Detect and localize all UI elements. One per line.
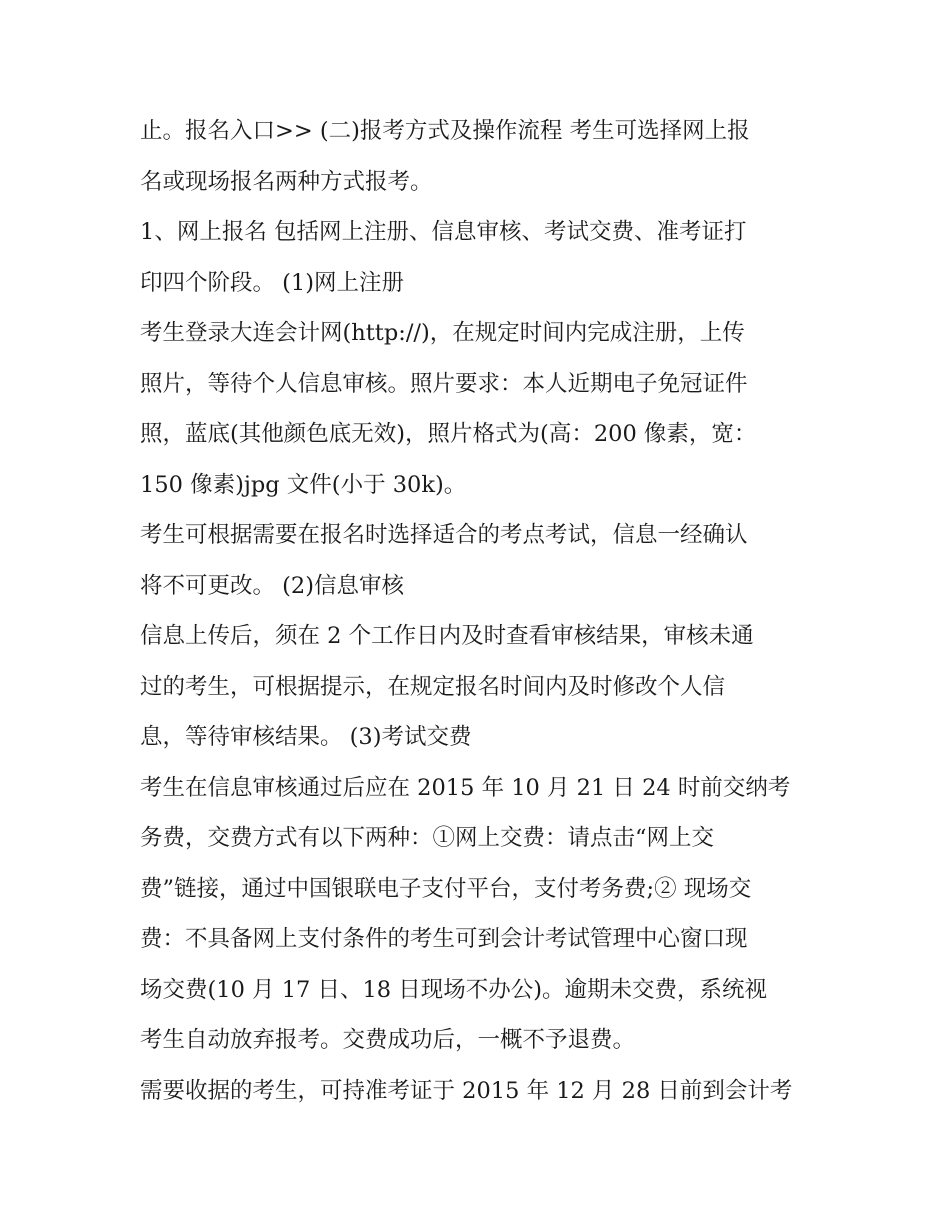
text-line: 考生自动放弃报考。交费成功后，一概不予退费。 [140, 1027, 636, 1053]
text-line: 1、网上报名 包括网上注册、信息审核、考试交费、准考证打 [140, 219, 747, 245]
paragraph-fee-payment [140, 763, 820, 1066]
paragraph-registration-intro [140, 106, 820, 207]
text-line: 费”链接，通过中国银联电子支付平台，支付考务费;② 现场交 [140, 875, 752, 902]
text-line: 150 像素)jpg 文件(小于 30k)。 [140, 471, 467, 498]
text-line: 需要收据的考生，可持准考证于 2015 年 12 月 28 日前到会计考 [140, 1077, 793, 1104]
paragraph-exam-site [140, 510, 820, 611]
text-line: 名或现场报名两种方式报考。 [140, 168, 433, 195]
text-line: 过的考生，可根据提示，在规定报名时间内及时修改个人信 [140, 673, 726, 700]
text-line: 务费，交费方式有以下两种：①网上交费：请点击“网上交 [140, 825, 715, 851]
document-body [140, 106, 820, 1116]
paragraph-online-registration [140, 207, 820, 308]
text-line: 照，蓝底(其他颜色底无效)，照片格式为(高：200 像素，宽： [140, 421, 757, 447]
text-line: 将不可更改。 (2)信息审核 [140, 572, 405, 599]
paragraph-photo-requirements [140, 308, 820, 510]
text-line: 场交费(10 月 17 日、18 日现场不办公)。逾期未交费，系统视 [140, 976, 768, 1003]
text-line: 考生在信息审核通过后应在 2015 年 10 月 21 日 24 时前交纳考 [140, 774, 791, 801]
text-line: 费：不具备网上支付条件的考生可到会计考试管理中心窗口现 [140, 926, 748, 952]
text-line: 考生可根据需要在报名时选择适合的考点考试，信息一经确认 [140, 522, 748, 548]
text-line: 息，等待审核结果。 (3)考试交费 [140, 724, 472, 750]
paragraph-info-review [140, 611, 820, 763]
paragraph-receipt [140, 1066, 820, 1117]
text-line: 止。报名入口>> (二)报考方式及操作流程 考生可选择网上报 [140, 118, 750, 144]
text-line: 考生登录大连会计网(http://)，在规定时间内完成注册，上传 [140, 320, 745, 346]
text-line: 照片，等待个人信息审核。照片要求：本人近期电子免冠证件 [140, 370, 748, 397]
text-line: 信息上传后，须在 2 个工作日内及时查看审核结果，审核未通 [140, 623, 754, 649]
text-line: 印四个阶段。 (1)网上注册 [140, 269, 405, 296]
